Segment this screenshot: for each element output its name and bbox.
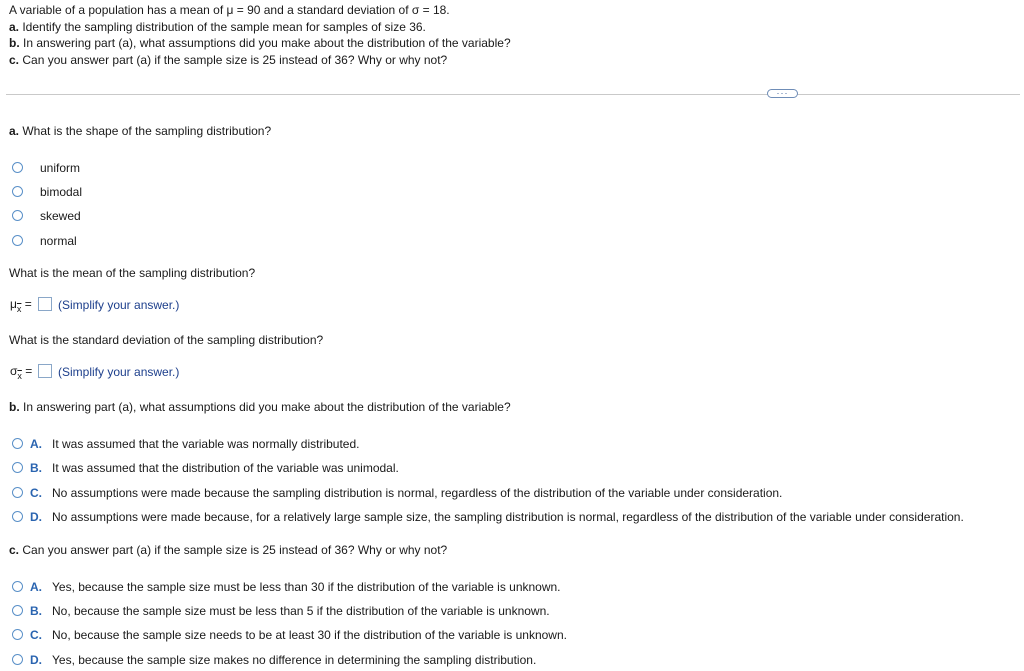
option-letter: D. bbox=[30, 510, 42, 524]
radio-normal[interactable] bbox=[12, 235, 23, 246]
mean-answer-input[interactable] bbox=[38, 297, 52, 311]
radio-c-d[interactable] bbox=[12, 654, 23, 665]
sigma-symbol: σ bbox=[10, 364, 18, 378]
shape-question-text: What is the shape of the sampling distribution? bbox=[19, 124, 272, 138]
section-divider bbox=[6, 94, 1020, 95]
x-bar-subscript: x bbox=[16, 304, 22, 314]
problem-line-1: A variable of a population has a mean of μ = 90 and a standard deviation of σ = 18. bbox=[9, 3, 450, 17]
problem-line-4-text: Can you answer part (a) if the sample size is 25 instead of 36? Why or why not? bbox=[19, 52, 448, 67]
option-letter: A. bbox=[30, 437, 42, 451]
mean-question: What is the mean of the sampling distribution? bbox=[9, 266, 256, 280]
option-text: Yes, because the sample size makes no difference in determining the sampling distribution. bbox=[52, 653, 537, 667]
part-c-question-label: c. bbox=[9, 543, 20, 557]
problem-statement bbox=[9, 2, 511, 68]
option-text: No, because the sample size needs to be at least 30 if the distribution of the variable is unknown. bbox=[52, 628, 567, 642]
equals-sign: = bbox=[24, 297, 32, 311]
part-a-question-label: a. bbox=[9, 124, 20, 138]
option-c-a bbox=[30, 580, 561, 594]
option-text: No assumptions were made because the sampling distribution is normal, regardless of the distribution of the variable under consideration. bbox=[52, 486, 783, 500]
part-b-question-label: b. bbox=[9, 400, 20, 414]
equals-sign: = bbox=[25, 364, 33, 378]
option-text: Yes, because the sample size must be less than 30 if the distribution of the variable is unknown. bbox=[52, 580, 561, 594]
shape-question bbox=[9, 124, 271, 138]
option-b-d bbox=[30, 510, 964, 524]
problem-line-3-text: In answering part (a), what assumptions did you make about the distribution of the variable? bbox=[19, 36, 511, 50]
option-uniform: uniform bbox=[40, 161, 81, 175]
x-bar-subscript: x bbox=[17, 371, 22, 381]
radio-c-a[interactable] bbox=[12, 581, 23, 592]
sd-question: What is the standard deviation of the sampling distribution? bbox=[9, 333, 324, 347]
part-c-label: c. bbox=[9, 52, 20, 67]
more-button[interactable]: ··· bbox=[767, 89, 798, 98]
part-b-label: b. bbox=[9, 36, 20, 50]
option-b-c bbox=[30, 486, 782, 500]
problem-line-4 bbox=[9, 52, 511, 69]
mean-hint: (Simplify your answer.) bbox=[58, 298, 180, 312]
sd-answer-input[interactable] bbox=[38, 364, 52, 378]
sd-hint: (Simplify your answer.) bbox=[58, 365, 180, 379]
option-text: It was assumed that the distribution of the variable was unimodal. bbox=[52, 461, 399, 475]
radio-uniform[interactable] bbox=[12, 162, 23, 173]
option-bimodal: bimodal bbox=[40, 185, 83, 199]
problem-line-2 bbox=[9, 19, 511, 36]
part-c-question-text: Can you answer part (a) if the sample size is 25 instead of 36? Why or why not? bbox=[19, 543, 448, 557]
option-b-a bbox=[30, 437, 359, 451]
option-letter: A. bbox=[30, 580, 42, 594]
radio-b-d[interactable] bbox=[12, 511, 23, 522]
radio-b-b[interactable] bbox=[12, 462, 23, 473]
mu-symbol: μ bbox=[10, 297, 17, 311]
radio-skewed[interactable] bbox=[12, 210, 23, 221]
option-b-b bbox=[30, 461, 399, 475]
option-c-c bbox=[30, 628, 567, 642]
option-c-b bbox=[30, 604, 550, 618]
radio-b-c[interactable] bbox=[12, 487, 23, 498]
option-skewed: skewed bbox=[40, 209, 81, 223]
option-text: No assumptions were made because, for a relatively large sample size, the sampling distribution is normal, regardless of the distribution of the variable under consideration. bbox=[52, 510, 964, 524]
part-b-question bbox=[9, 400, 511, 414]
part-c-question bbox=[9, 543, 447, 557]
radio-b-a[interactable] bbox=[12, 438, 23, 449]
radio-c-b[interactable] bbox=[12, 605, 23, 616]
option-letter: B. bbox=[30, 461, 42, 475]
option-letter: B. bbox=[30, 604, 42, 618]
option-normal: normal bbox=[40, 234, 77, 248]
option-letter: D. bbox=[30, 653, 42, 667]
option-text: It was assumed that the variable was normally distributed. bbox=[52, 437, 360, 451]
problem-line-2-text: Identify the sampling distribution of the sample mean for samples of size 36. bbox=[19, 19, 426, 34]
option-letter: C. bbox=[30, 486, 42, 500]
option-letter: C. bbox=[30, 628, 42, 642]
radio-c-c[interactable] bbox=[12, 629, 23, 640]
part-b-question-text: In answering part (a), what assumptions did you make about the distribution of the variable? bbox=[19, 400, 511, 414]
part-a-label: a. bbox=[9, 19, 20, 34]
problem-line-3 bbox=[9, 35, 511, 52]
option-c-d bbox=[30, 653, 536, 667]
mean-expression bbox=[10, 297, 32, 314]
option-text: No, because the sample size must be less than 5 if the distribution of the variable is unknown. bbox=[52, 604, 550, 618]
radio-bimodal[interactable] bbox=[12, 186, 23, 197]
sd-expression bbox=[10, 364, 33, 381]
